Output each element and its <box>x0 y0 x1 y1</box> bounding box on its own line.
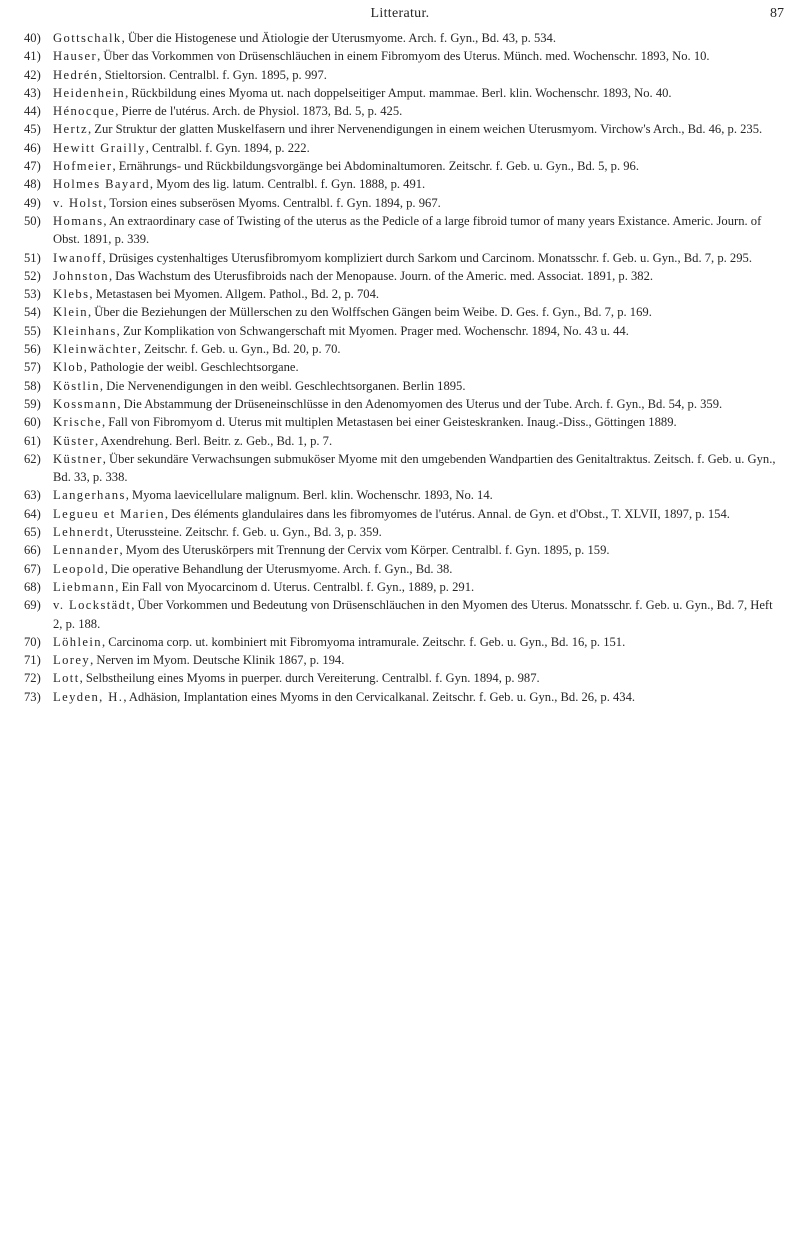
reference-item <box>24 432 784 450</box>
reference-item <box>24 395 784 413</box>
reference-item <box>24 322 784 340</box>
reference-item <box>24 285 784 303</box>
reference-text: , Über die Beziehungen der Müllerschen zu den Wolffschen Gängen beim Weibe. D. Ges. f. Gyn., Bd. 7, p. 169. <box>87 305 652 320</box>
reference-item <box>24 651 784 669</box>
reference-author: Hertz <box>53 122 88 137</box>
reference-text: , Rückbildung eines Myoma ut. nach doppelseitiger Amput. mammae. Berl. klin. Wochenschr. 1893, No. 40. <box>125 85 672 100</box>
reference-item <box>24 377 784 395</box>
running-title: Litteratur. <box>370 6 430 21</box>
reference-author: Legueu et Marien <box>53 506 165 521</box>
reference-author: Kleinwächter <box>53 342 138 357</box>
reference-text: , Das Wachstum des Uterusfibroids nach der Menopause. Journ. of the Americ. med. Associat. 1891, p. 382. <box>109 268 654 283</box>
reference-number: 59) <box>24 396 41 411</box>
reference-author: Hedrén <box>53 67 99 82</box>
reference-text: , Ernährungs- und Rückbildungsvorgänge bei Abdominaltumoren. Zeitschr. f. Geb. u. Gyn., Bd. 5, p. 96. <box>112 159 640 174</box>
reference-author: Leyden, H. <box>53 689 124 704</box>
reference-number: 57) <box>24 360 41 375</box>
reference-item <box>24 212 784 249</box>
reference-number: 64) <box>24 506 41 521</box>
reference-author: Krische <box>53 415 102 430</box>
reference-number: 54) <box>24 305 41 320</box>
reference-text: , Centralbl. f. Gyn. 1894, p. 222. <box>145 140 310 155</box>
reference-text: , Myoma laevicellulare malignum. Berl. klin. Wochenschr. 1893, No. 14. <box>125 488 493 503</box>
reference-number: 56) <box>24 342 41 357</box>
reference-text: , Ein Fall von Myocarcinom d. Uterus. Centralbl. f. Gyn., 1889, p. 291. <box>115 579 475 594</box>
reference-author: Lorey <box>53 653 91 668</box>
reference-number: 46) <box>24 140 41 155</box>
reference-number: 50) <box>24 213 41 228</box>
reference-text: , An extraordinary case of Twisting of the uterus as the Pedicle of a large fibroid tumor of many years Existance. Americ. Journ. of Obst. 1891, p. 339. <box>53 213 762 247</box>
reference-number: 69) <box>24 598 41 613</box>
reference-item <box>24 578 784 596</box>
reference-number: 68) <box>24 579 41 594</box>
reference-author: Kossmann <box>53 396 118 411</box>
reference-item <box>24 340 784 358</box>
reference-number: 41) <box>24 49 41 64</box>
reference-author: Johnston <box>53 268 109 283</box>
reference-author: Hofmeier <box>53 159 113 174</box>
reference-number: 42) <box>24 67 41 82</box>
reference-text: , Carcinoma corp. ut. kombiniert mit Fibromyoma intramurale. Zeitschr. f. Geb. u. Gyn., Bd. 16, p. 151. <box>101 634 626 649</box>
reference-item <box>24 486 784 504</box>
reference-number: 45) <box>24 122 41 137</box>
reference-number: 47) <box>24 159 41 174</box>
reference-text: , Selbstheilung eines Myoms in puerper. durch Vereiterung. Centralbl. f. Gyn. 1894, p. 987. <box>79 671 540 686</box>
reference-number: 55) <box>24 323 41 338</box>
reference-text: , Nerven im Myom. Deutsche Klinik 1867, p. 194. <box>90 653 345 668</box>
reference-author: Klob <box>53 360 84 375</box>
reference-number: 43) <box>24 85 41 100</box>
reference-item <box>24 450 784 487</box>
reference-item <box>24 102 784 120</box>
reference-item <box>24 84 784 102</box>
reference-author: Löhlein <box>53 634 102 649</box>
reference-item <box>24 303 784 321</box>
reference-item <box>24 175 784 193</box>
reference-item <box>24 194 784 212</box>
reference-text: , Pathologie der weibl. Geschlechtsorgane. <box>83 360 299 375</box>
reference-author: Köstlin <box>53 378 100 393</box>
reference-text: , Fall von Fibromyom d. Uterus mit multiplen Metastasen bei einer Geisteskranken. Inaug.-Diss., Göttingen 1889. <box>101 415 677 430</box>
reference-author: Küster <box>53 433 95 448</box>
reference-number: 70) <box>24 634 41 649</box>
reference-author: Hauser <box>53 49 98 64</box>
reference-text: , Die Nervenendigungen in den weibl. Geschlechtsorganen. Berlin 1895. <box>99 378 466 393</box>
reference-text: , Die Abstammung der Drüseneinschlüsse in den Adenomyomen des Uterus und der Tube. Arch. f. Gyn., Bd. 54, p. 359. <box>117 396 723 411</box>
reference-text: , Stieltorsion. Centralbl. f. Gyn. 1895, p. 997. <box>98 67 327 82</box>
reference-text: , Metastasen bei Myomen. Allgem. Pathol., Bd. 2, p. 704. <box>89 287 380 302</box>
reference-text: , Adhäsion, Implantation eines Myoms in den Cervicalkanal. Zeitschr. f. Geb. u. Gyn., Bd. 26, p. 434. <box>123 689 636 704</box>
reference-author: Iwanoff <box>53 250 103 265</box>
reference-item <box>24 633 784 651</box>
reference-text: , Des éléments glandulaires dans les fibromyomes de l'utérus. Annal. de Gyn. et d'Obst., T. XLVII, 1897, p. 154. <box>164 506 730 521</box>
reference-author: Hewitt Grailly <box>53 140 146 155</box>
reference-item <box>24 505 784 523</box>
reference-author: v. Lockstädt <box>53 598 132 613</box>
reference-number: 67) <box>24 561 41 576</box>
reference-item <box>24 669 784 687</box>
reference-text: , Myom des Uteruskörpers mit Trennung der Cervix vom Körper. Centralbl. f. Gyn. 1895, p. 159. <box>119 543 610 558</box>
reference-author: Kleinhans <box>53 323 117 338</box>
reference-item <box>24 120 784 138</box>
reference-text: , Uterussteine. Zeitschr. f. Geb. u. Gyn., Bd. 3, p. 359. <box>109 525 382 540</box>
reference-item <box>24 157 784 175</box>
reference-item <box>24 249 784 267</box>
reference-author: Gottschalk <box>53 31 122 45</box>
reference-text: , Zur Struktur der glatten Muskelfasern und ihrer Nervenendigungen in einem weichen Uterusmyom. Virchow's Arch., Bd. 46, p. 235. <box>87 122 763 137</box>
reference-item <box>24 541 784 559</box>
reference-number: 49) <box>24 195 41 210</box>
reference-number: 73) <box>24 689 41 704</box>
reference-number: 58) <box>24 378 41 393</box>
reference-author: Klein <box>53 305 88 320</box>
reference-text: , Über sekundäre Verwachsungen submuköser Myome mit den umgebenden Wandpartien des Genitaltraktus. Zeitsch. f. Geb. u. Gyn., Bd. 33, p. 338. <box>53 451 776 485</box>
reference-text: , Über Vorkommen und Bedeutung von Drüsenschläuchen in den Myomen des Uterus. Monatsschr. f. Geb. u. Gyn., Bd. 7, Heft 2, p. 188. <box>53 598 773 631</box>
reference-text: , Die operative Behandlung der Uterusmyome. Arch. f. Gyn., Bd. 38. <box>104 561 453 576</box>
reference-item <box>24 596 784 633</box>
reference-item <box>24 413 784 431</box>
reference-text: , Axendrehung. Berl. Beitr. z. Geb., Bd. 1, p. 7. <box>94 433 333 448</box>
reference-item <box>24 139 784 157</box>
page-header <box>0 6 800 26</box>
reference-author: Langerhans <box>53 488 126 503</box>
reference-text: , Über das Vorkommen von Drüsenschläuchen in einem Fibromyom des Uterus. Münch. med. Wochenschr. 1893, No. 10. <box>97 49 710 64</box>
reference-number: 52) <box>24 268 41 283</box>
reference-author: v. Holst <box>53 195 104 210</box>
reference-number: 40) <box>24 31 41 45</box>
reference-author: Hénocque <box>53 104 116 119</box>
reference-item <box>24 688 784 706</box>
reference-number: 44) <box>24 104 41 119</box>
reference-author: Küstner <box>53 451 103 466</box>
reference-list <box>24 29 784 706</box>
reference-item <box>24 47 784 65</box>
reference-item <box>24 523 784 541</box>
reference-item <box>24 267 784 285</box>
reference-number: 48) <box>24 177 41 192</box>
reference-text: , Über die Histogenese und Ätiologie der Uterusmyome. Arch. f. Gyn., Bd. 43, p. 534. <box>121 31 556 45</box>
reference-author: Lott <box>53 671 80 686</box>
reference-number: 61) <box>24 433 41 448</box>
reference-author: Homans <box>53 213 104 228</box>
reference-number: 71) <box>24 653 41 668</box>
reference-text: , Zeitschr. f. Geb. u. Gyn., Bd. 20, p. 70. <box>137 342 341 357</box>
reference-item <box>24 66 784 84</box>
reference-text: , Torsion eines subserösen Myoms. Centralbl. f. Gyn. 1894, p. 967. <box>103 195 441 210</box>
page-number: 87 <box>770 6 784 21</box>
reference-number: 62) <box>24 451 41 466</box>
reference-number: 65) <box>24 525 41 540</box>
reference-text: , Pierre de l'utérus. Arch. de Physiol. 1873, Bd. 5, p. 425. <box>115 104 403 119</box>
reference-author: Klebs <box>53 287 90 302</box>
reference-number: 72) <box>24 671 41 686</box>
reference-author: Lennander <box>53 543 120 558</box>
reference-item <box>24 560 784 578</box>
reference-author: Heidenhein <box>53 85 126 100</box>
reference-author: Holmes Bayard <box>53 177 150 192</box>
reference-author: Leopold <box>53 561 105 576</box>
reference-item <box>24 29 784 47</box>
reference-author: Liebmann <box>53 579 116 594</box>
reference-number: 63) <box>24 488 41 503</box>
reference-number: 66) <box>24 543 41 558</box>
reference-number: 60) <box>24 415 41 430</box>
reference-text: , Zur Komplikation von Schwangerschaft mit Myomen. Prager med. Wochenschr. 1894, No. 43 u. 44. <box>116 323 629 338</box>
reference-text: , Drüsiges cystenhaltiges Uterusfibromyom kompliziert durch Sarkom und Carcinom. Monatsschr. f. Geb. u. Gyn., Bd. 7, p. 295. <box>102 250 752 265</box>
reference-item <box>24 358 784 376</box>
reference-author: Lehnerdt <box>53 525 110 540</box>
reference-text: , Myom des lig. latum. Centralbl. f. Gyn. 1888, p. 491. <box>149 177 426 192</box>
reference-number: 51) <box>24 250 41 265</box>
reference-number: 53) <box>24 287 41 302</box>
